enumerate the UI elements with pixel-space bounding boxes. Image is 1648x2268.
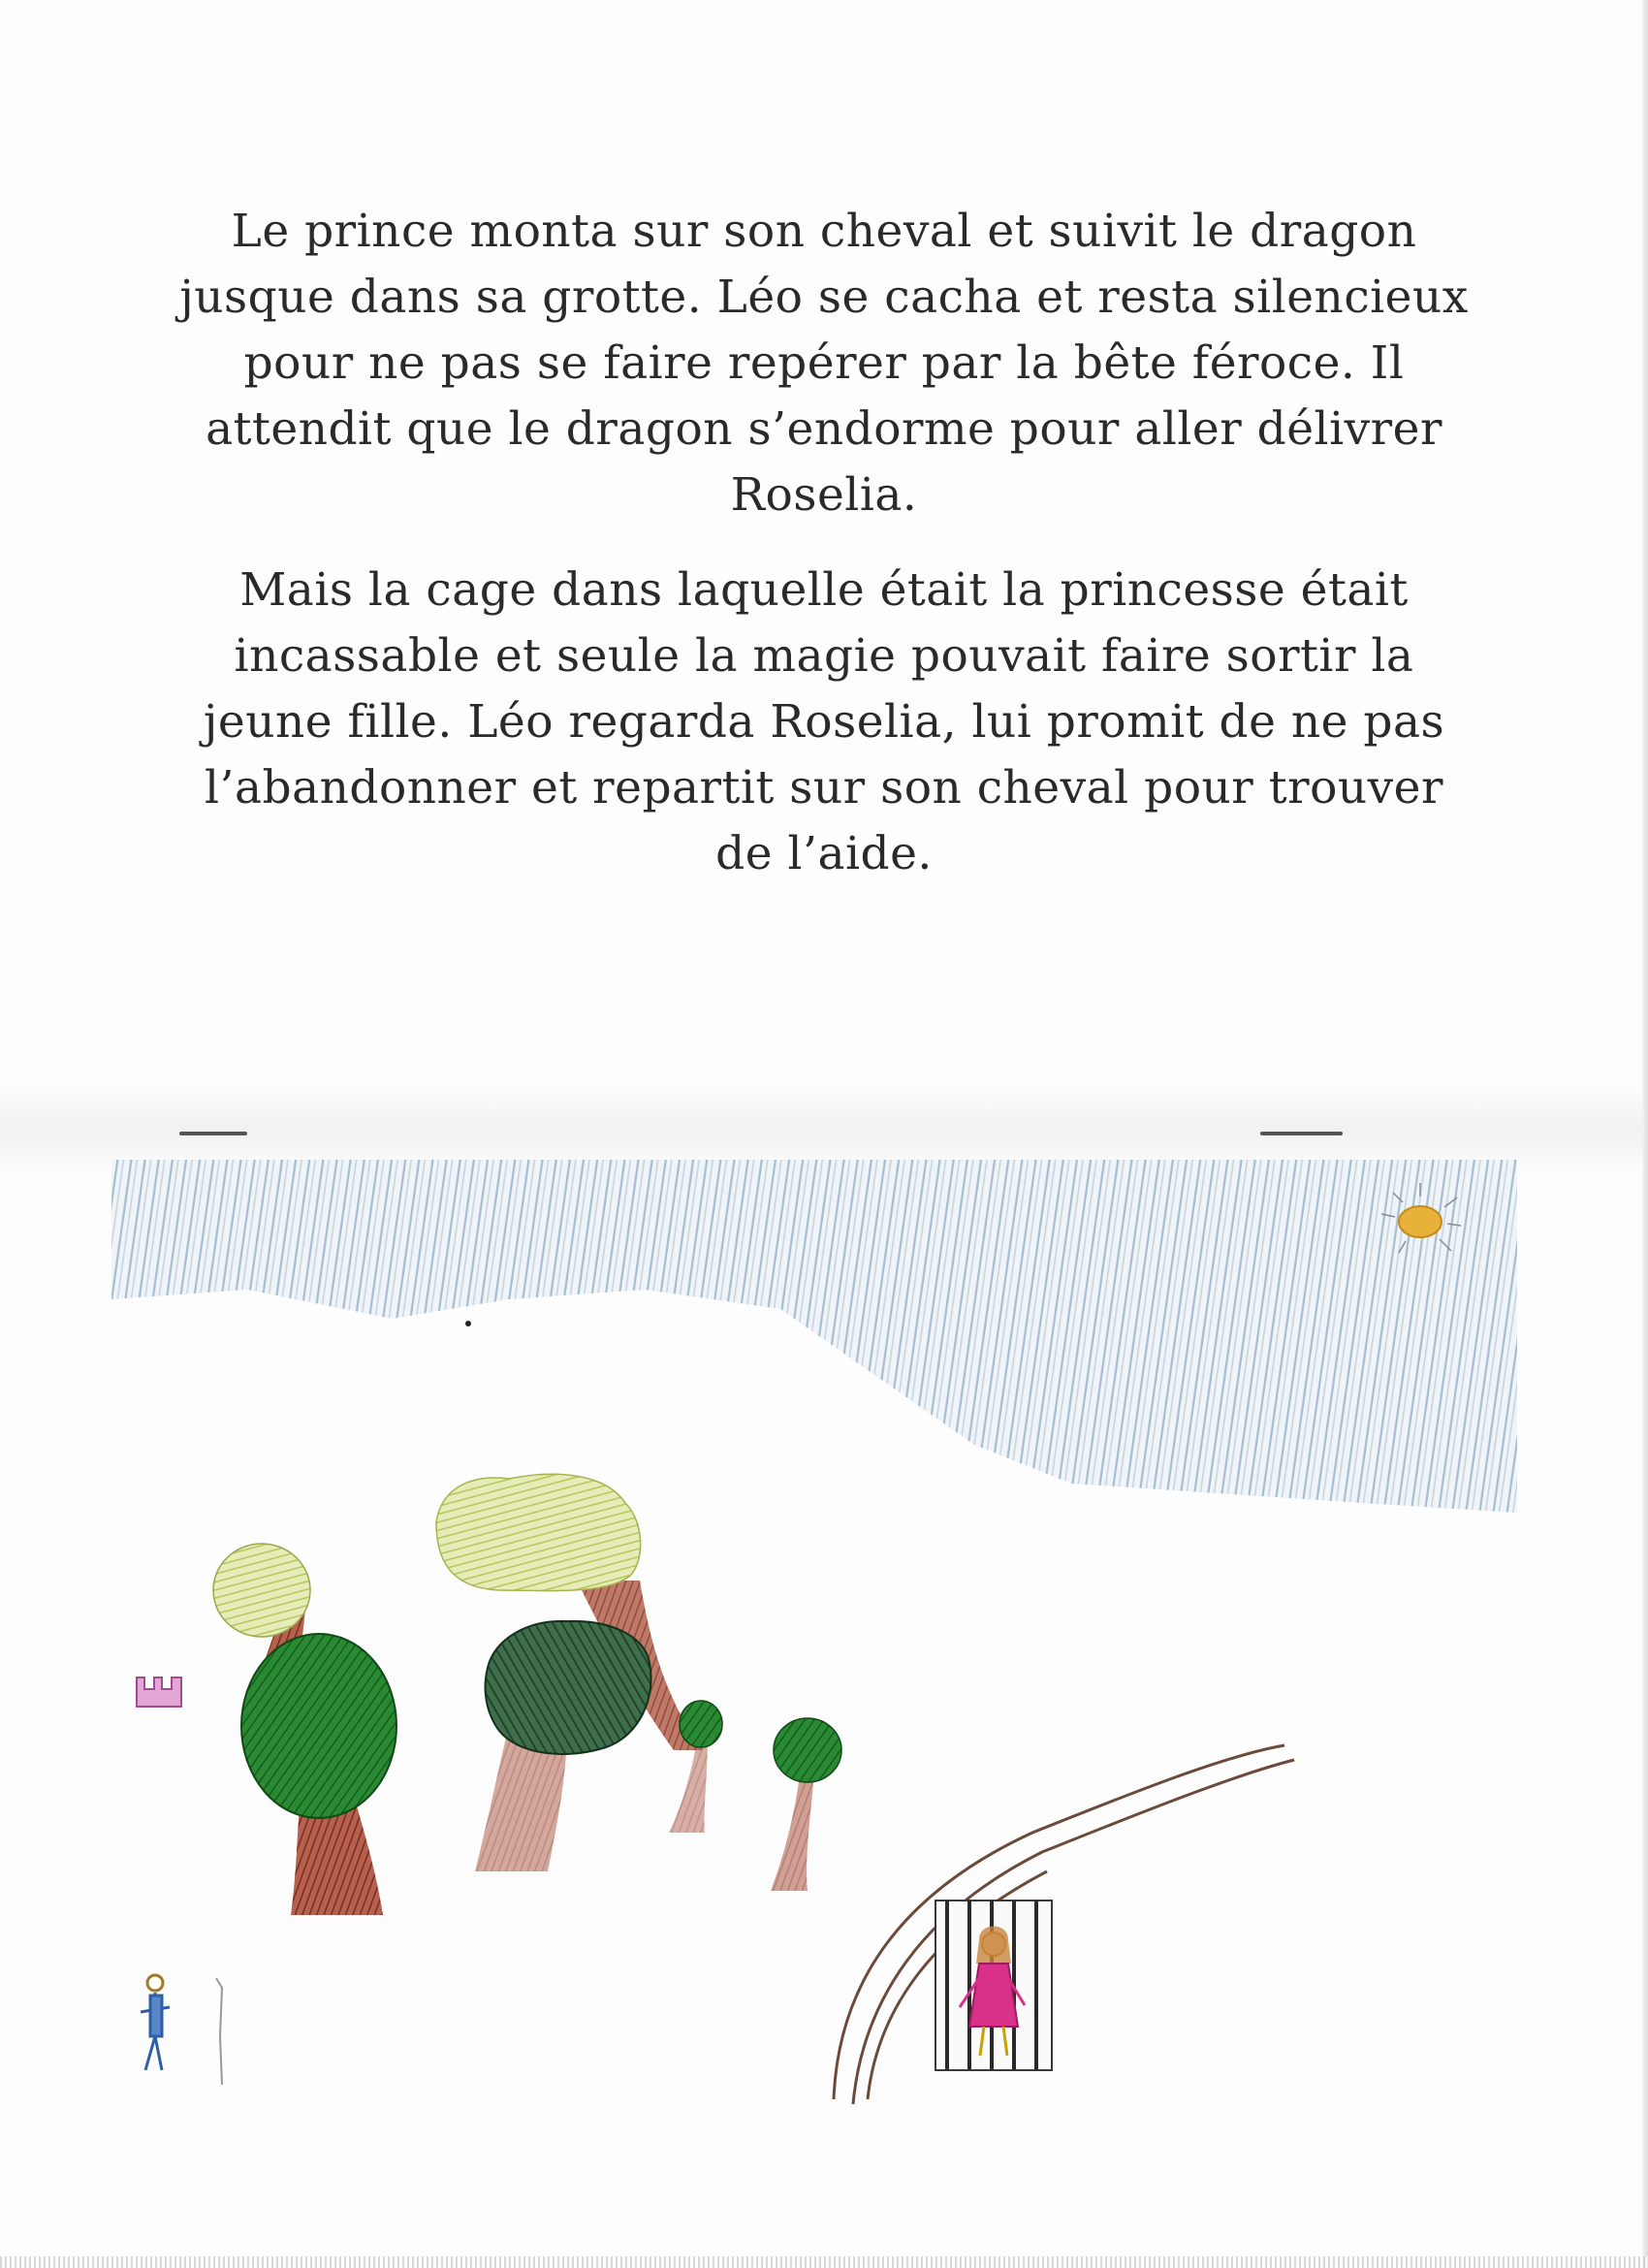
child-drawing-illustration: [102, 1154, 1527, 2143]
story-text-block: [174, 199, 1474, 916]
cage-with-princess-drawing: [935, 1901, 1052, 2070]
scan-bottom-edge: [0, 2256, 1648, 2268]
cave-arch-drawing: [834, 1745, 1294, 2104]
fold-mark-left: [179, 1132, 247, 1135]
fold-mark-right: [1260, 1132, 1343, 1135]
story-paragraph-2: Mais la cage dans laquelle était la princesse était incassable et seule la magie pouvait faire sortir la jeune fille. Léo regarda Roselia, lui promit de ne pas l’abandonner et repartit sur son cheval pour trouver de l’aide.: [203, 563, 1445, 880]
prince-figure-drawing: [141, 1975, 170, 2070]
sky-area: [111, 1160, 1517, 1513]
tree-center-dark: [475, 1621, 651, 1871]
scan-right-edge: [1642, 0, 1648, 2268]
tree-small-2: [771, 1718, 841, 1891]
story-paragraph-1: Le prince monta sur son cheval et suivit le dragon jusque dans sa grotte. Léo se cacha et resta silencieux pour ne pas se faire repérer par la bête féroce. Il attendit que le dragon s’endorme pour aller délivrer Roselia.: [179, 205, 1469, 522]
castle-drawing: [137, 1677, 181, 1707]
tree-left-tall: [213, 1544, 396, 1915]
